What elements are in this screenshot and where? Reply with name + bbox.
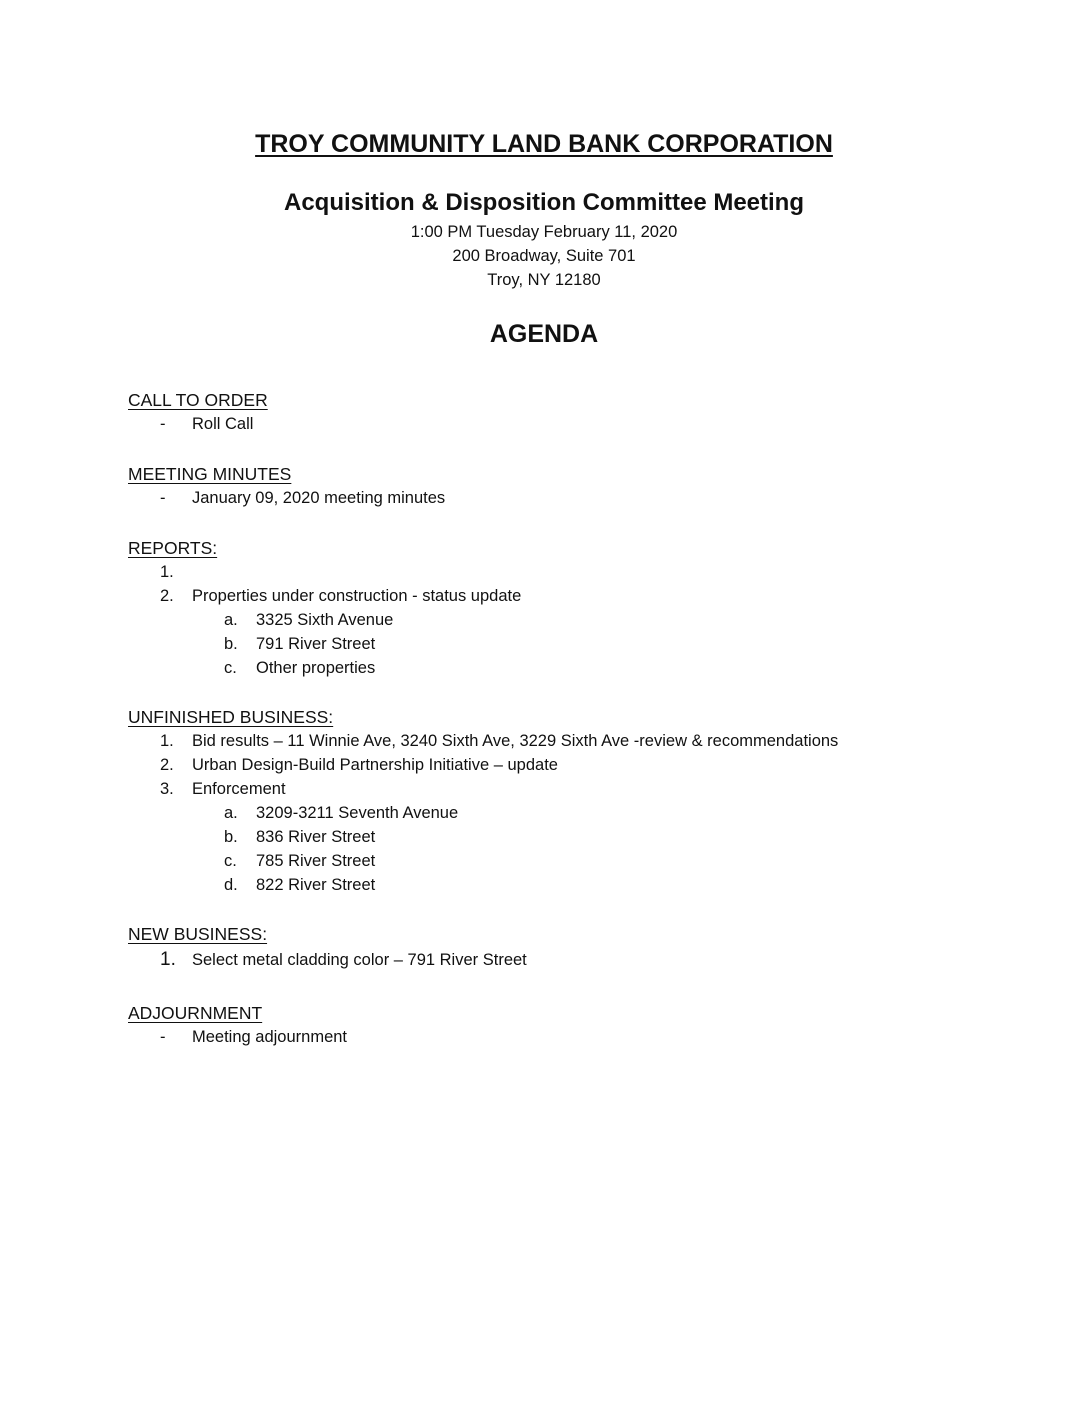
section-heading: UNFINISHED BUSINESS: xyxy=(128,707,334,727)
list-item xyxy=(128,729,1028,753)
list-item xyxy=(128,753,1028,777)
list-item-text: 822 River Street xyxy=(256,876,376,894)
list-marker: 3. xyxy=(160,780,174,798)
list-marker: a. xyxy=(224,804,238,822)
list-item-text: Urban Design-Build Partnership Initiative – update xyxy=(192,756,558,774)
list-marker: 2. xyxy=(160,756,174,774)
list-item-text: 791 River Street xyxy=(256,635,376,653)
sub-list-item xyxy=(128,801,1028,825)
list-marker: b. xyxy=(224,828,238,846)
list-marker: 1. xyxy=(160,732,174,750)
list-item-text: Enforcement xyxy=(192,780,286,798)
section-new-business xyxy=(128,922,1028,972)
list-marker: 1. xyxy=(160,563,174,581)
sub-list-item xyxy=(128,849,1028,873)
list-item-text: Bid results – 11 Winnie Ave, 3240 Sixth Ave, 3229 Sixth Ave -review & recommendations xyxy=(192,732,839,750)
sub-list-item xyxy=(128,825,1028,849)
list-marker: a. xyxy=(224,611,238,629)
list-item-text: Meeting adjournment xyxy=(192,1028,348,1046)
section-unfinished-business xyxy=(128,705,1028,897)
section-heading: CALL TO ORDER xyxy=(128,390,268,410)
sub-list-item xyxy=(128,873,1028,897)
section-adjournment xyxy=(128,1001,1028,1049)
list-item-text: 785 River Street xyxy=(256,852,376,870)
list-item-text: 836 River Street xyxy=(256,828,376,846)
address-line-2: Troy, NY 12180 xyxy=(487,271,601,289)
list-item-text: Other properties xyxy=(256,659,376,677)
list-item-text: 3325 Sixth Avenue xyxy=(256,611,394,629)
sub-list-item xyxy=(128,656,1028,680)
section-heading: REPORTS: xyxy=(128,538,218,558)
list-marker: - xyxy=(160,1028,166,1046)
list-item-text: Properties under construction - status update xyxy=(192,587,522,605)
list-item-text: Roll Call xyxy=(192,415,254,433)
meeting-title: Acquisition & Disposition Committee Meeting xyxy=(283,189,805,216)
section-heading: MEETING MINUTES xyxy=(128,464,292,484)
address-line-1: 200 Broadway, Suite 701 xyxy=(452,247,636,265)
list-marker: 2. xyxy=(160,587,174,605)
list-item xyxy=(128,486,1028,510)
list-marker: 1. xyxy=(160,949,176,970)
section-call-to-order xyxy=(128,388,1028,436)
list-item xyxy=(128,948,1028,972)
list-item xyxy=(128,777,1028,801)
list-item-text: Select metal cladding color – 791 River Street xyxy=(192,951,527,969)
list-item-text: January 09, 2020 meeting minutes xyxy=(192,489,446,507)
list-marker: c. xyxy=(224,659,237,677)
list-item xyxy=(128,412,1028,436)
agenda-heading: AGENDA xyxy=(489,320,599,348)
list-marker: - xyxy=(160,489,166,507)
list-item xyxy=(128,560,1028,584)
list-marker: - xyxy=(160,415,166,433)
organization-title: TROY COMMUNITY LAND BANK CORPORATION xyxy=(255,130,833,158)
list-marker: d. xyxy=(224,876,238,894)
sub-list-item xyxy=(128,608,1028,632)
section-heading: ADJOURNMENT xyxy=(128,1003,263,1023)
sub-list-item xyxy=(128,632,1028,656)
list-item-text: 3209-3211 Seventh Avenue xyxy=(256,804,459,822)
list-marker: c. xyxy=(224,852,237,870)
section-meeting-minutes xyxy=(128,462,1028,510)
section-reports xyxy=(128,536,1028,680)
list-item xyxy=(128,584,1028,608)
meeting-datetime: 1:00 PM Tuesday February 11, 2020 xyxy=(410,223,678,241)
list-item xyxy=(128,1025,1028,1049)
list-marker: b. xyxy=(224,635,238,653)
section-heading: NEW BUSINESS: xyxy=(128,924,268,944)
